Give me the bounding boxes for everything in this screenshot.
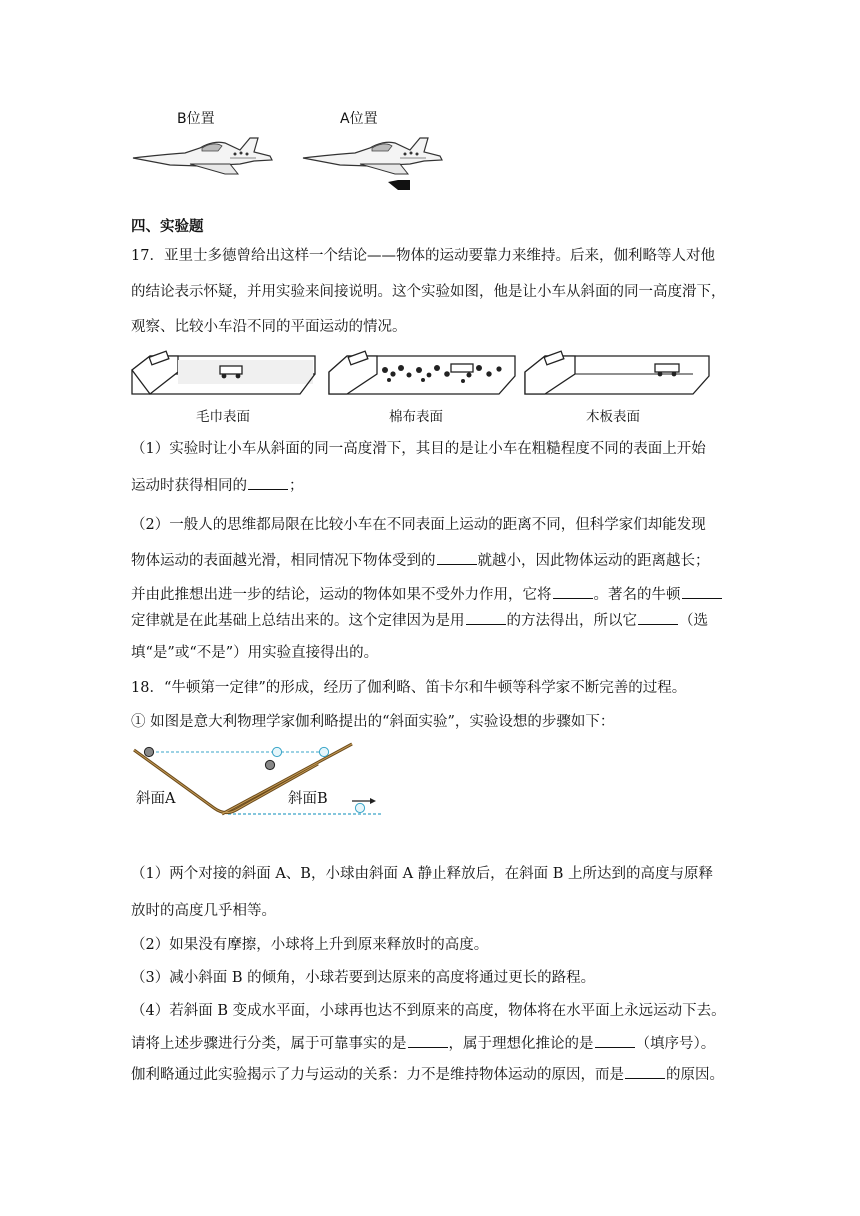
q17-p2-text-a: 物体运动的表面越光滑，相同情况下物体受到的 (131, 553, 436, 569)
q18-intro: 18．“牛顿第一定律”的形成，经历了伽利略、笛卡尔和牛顿等科学家不断完善的过程。 (131, 680, 687, 696)
q18-classify-text-b: ，属于理想化推论的是 (448, 1036, 594, 1052)
slope-a-label: 斜面A (136, 791, 176, 807)
q18-step-4: （4）若斜面 B 变成水平面，小球再也达不到原来的高度，物体将在水平面上永远运动下去。 (131, 1003, 726, 1019)
cotton-surface-illustration (327, 348, 517, 400)
answer-blank[interactable] (638, 610, 678, 625)
label-b-position: B位置 (177, 111, 215, 127)
answer-blank[interactable] (248, 475, 288, 490)
q18-step-2: （2）如果没有摩擦，小球将上升到原来释放时的高度。 (131, 937, 489, 953)
q17-intro-line-3: 观察、比较小车沿不同的平面运动的情况。 (131, 319, 407, 335)
q17-p2-text-d: 。著名的牛顿 (593, 587, 681, 603)
q17-p2-text-c: 并由此推想出进一步的结论，运动的物体如果不受外力作用，它将 (131, 587, 552, 603)
inclined-plane-diagram (130, 740, 392, 820)
q18-step-1-line-2: 放时的高度几乎相等。 (131, 903, 276, 919)
answer-blank[interactable] (625, 1064, 665, 1079)
q18-conclusion-text-b: 的原因。 (666, 1067, 724, 1083)
q18-step-3: （3）减小斜面 B 的倾角，小球若要到达原来的高度将通过更长的路程。 (131, 970, 596, 986)
q18-conclusion-text-a: 伽利略通过此实验揭示了力与运动的关系：力不是维持物体运动的原因，而是 (131, 1067, 624, 1083)
q17-p2-line-1: （2）一般人的思维都局限在比较小车在不同表面上运动的距离不同，但科学家们却能发现 (131, 517, 706, 533)
q17-p2-line-3 (131, 584, 723, 605)
q17-p1-line-2 (131, 475, 304, 496)
q17-p2-line-2 (131, 550, 710, 571)
q17-p1-text: 运动时获得相同的 (131, 478, 247, 494)
label-a-position: A位置 (340, 111, 378, 127)
q18-classify-text-a: 请将上述步骤进行分类，属于可靠事实的是 (131, 1036, 407, 1052)
surface-label-towel: 毛巾表面 (196, 409, 250, 425)
q17-intro-line-2: 的结论表示怀疑，并用实验来间接说明。这个实验如图，他是让小车从斜面的同一高度滑下， (131, 284, 726, 300)
jet-a-illustration (300, 130, 450, 192)
q18-classify-line (131, 1033, 715, 1054)
q17-p1-end: ； (289, 478, 304, 494)
q18-sub-intro: ① 如图是意大利物理学家伽利略提出的“斜面实验”，实验设想的步骤如下： (131, 714, 615, 730)
answer-blank[interactable] (437, 550, 477, 565)
slope-b-label: 斜面B (288, 791, 328, 807)
q18-step-1-line-1: （1）两个对接的斜面 A、B，小球由斜面 A 静止释放后，在斜面 B 上所达到的高度与原释 (131, 866, 714, 882)
answer-blank[interactable] (408, 1033, 448, 1048)
wood-surface-illustration (523, 348, 711, 400)
q17-p2-text-f: 的方法得出，所以它 (506, 613, 637, 629)
q17-p2-text-g: （选 (679, 613, 708, 629)
answer-blank[interactable] (553, 584, 593, 599)
surface-label-cotton: 棉布表面 (389, 409, 443, 425)
q17-p1-line-1: （1）实验时让小车从斜面的同一高度滑下，其目的是让小车在粗糙程度不同的表面上开始 (131, 441, 706, 457)
q18-classify-text-c: （填序号）。 (635, 1036, 716, 1052)
answer-blank[interactable] (595, 1033, 635, 1048)
answer-blank[interactable] (682, 584, 722, 599)
answer-blank[interactable] (466, 610, 506, 625)
q18-conclusion-line (131, 1064, 724, 1085)
q17-p2-line-5: 填“是”或“不是”）用实验直接得出的。 (131, 645, 379, 661)
surface-label-wood: 木板表面 (586, 409, 640, 425)
q17-p2-line-4 (131, 610, 708, 631)
q17-p2-text-b: 就越小，因此物体运动的距离越长； (477, 553, 710, 569)
towel-surface-illustration (130, 348, 318, 400)
q17-intro-line-1: 17．亚里士多德曾给出这样一个结论——物体的运动要靠力来维持。后来，伽利略等人对他 (131, 248, 715, 264)
jet-b-illustration (130, 130, 280, 180)
q17-p2-text-e: 定律就是在此基础上总结出来的。这个定律因为是用 (131, 613, 465, 629)
section-title: 四、实验题 (131, 219, 204, 235)
